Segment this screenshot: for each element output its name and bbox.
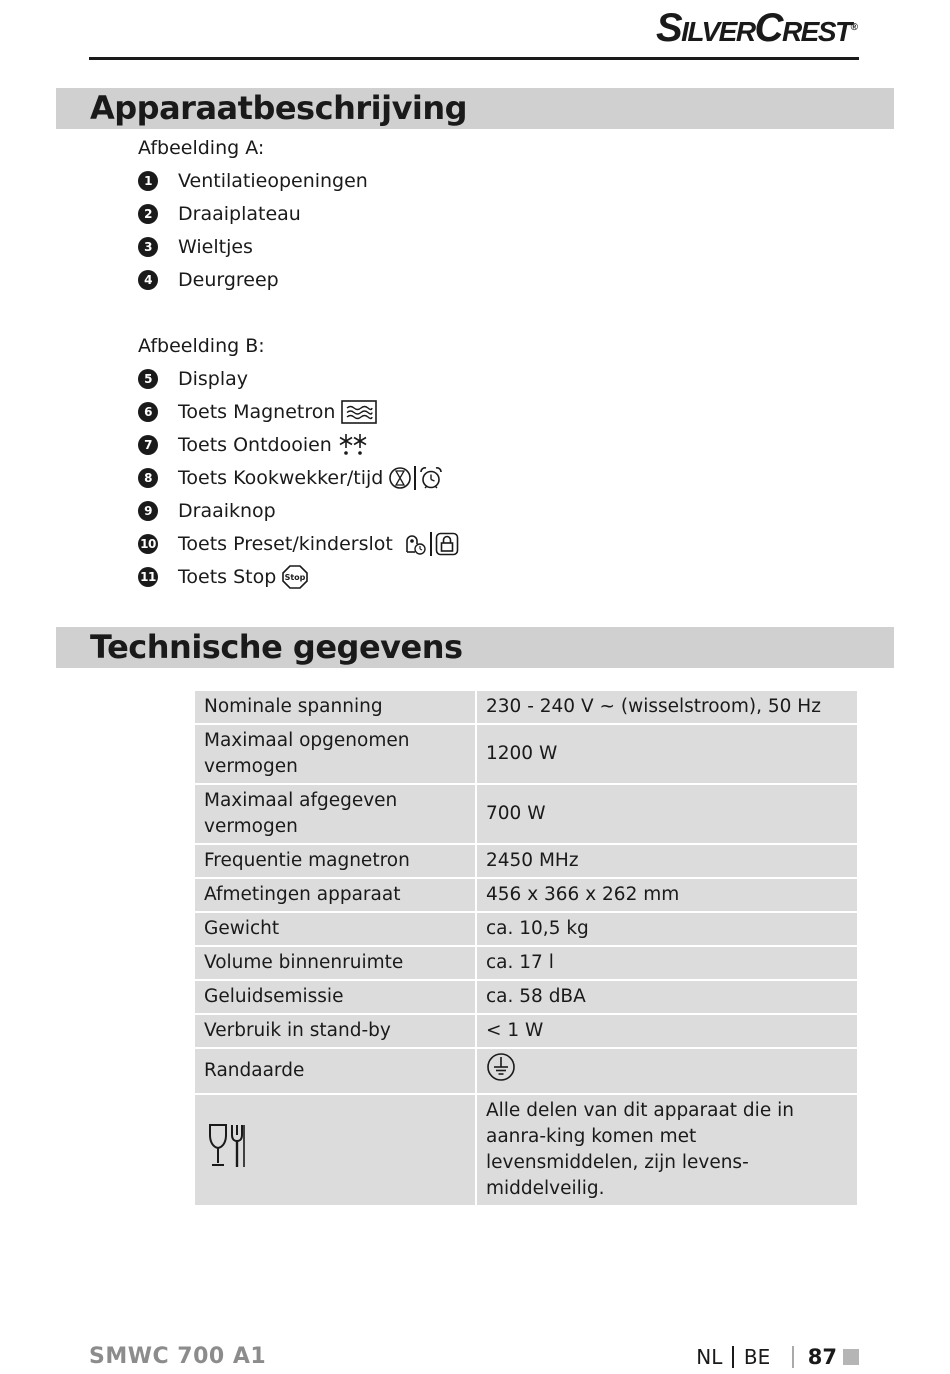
item-number: 9 (138, 501, 158, 521)
item-label: Toets Preset/kinderslot (178, 533, 393, 555)
list-item (138, 168, 368, 194)
item-number: 10 (138, 534, 158, 554)
spec-label (195, 1095, 475, 1205)
list-item (138, 531, 459, 557)
hourglass-icon (389, 466, 411, 490)
item-label: Ventilatieopeningen (178, 170, 368, 192)
page-marker (843, 1349, 859, 1365)
icon-separator (414, 466, 416, 490)
list-item (138, 267, 279, 293)
spec-label: Afmetingen apparaat (195, 879, 475, 911)
figure-a-label: Afbeelding A: (138, 137, 265, 159)
preset-icon (403, 532, 427, 556)
item-number: 4 (138, 270, 158, 290)
table-row (195, 1049, 857, 1093)
item-number: 7 (138, 435, 158, 455)
list-item (138, 234, 253, 260)
spec-label: Geluidsemissie (195, 981, 475, 1013)
list-item (138, 201, 301, 227)
item-label: Toets Ontdooien (178, 434, 332, 456)
alarm-clock-icon (419, 466, 443, 490)
spec-label: Frequentie magnetron (195, 845, 475, 877)
table-row (195, 981, 857, 1013)
spec-label: Maximaal opgenomen vermogen (195, 725, 475, 783)
stop-icon (282, 565, 308, 589)
spec-value: 1200 W (477, 725, 857, 783)
earth-ground-icon (486, 1052, 516, 1090)
spec-value: < 1 W (477, 1015, 857, 1047)
table-row (195, 1095, 857, 1205)
item-label: Display (178, 368, 249, 390)
specs-table (193, 689, 859, 1207)
table-row (195, 913, 857, 945)
brand-name: SilverCrest (655, 6, 851, 50)
item-label: Toets Magnetron (178, 401, 336, 423)
item-label: Draaiknop (178, 500, 276, 522)
spec-value: ca. 17 l (477, 947, 857, 979)
brand-logo (656, 6, 858, 50)
section-title-device: Apparaatbeschrijving (90, 89, 468, 127)
spec-value (477, 1049, 857, 1093)
spec-value: 456 x 366 x 262 mm (477, 879, 857, 911)
registered-mark: ® (850, 22, 858, 33)
section-title-tech: Technische gegevens (90, 628, 463, 666)
spec-label: Randaarde (195, 1049, 475, 1093)
spec-label: Verbruik in stand-by (195, 1015, 475, 1047)
header-rule (89, 57, 859, 60)
item-label: Deurgreep (178, 269, 279, 291)
spec-label: Maximaal afgegeven vermogen (195, 785, 475, 843)
spec-value: 2450 MHz (477, 845, 857, 877)
footer-lang-nl: NL (696, 1345, 723, 1369)
table-row (195, 725, 857, 783)
spec-value: 230 - 240 V ~ (wisselstroom), 50 Hz (477, 691, 857, 723)
table-row (195, 879, 857, 911)
footer-model: SMWC 700 A1 (89, 1344, 267, 1369)
icon-separator (430, 532, 432, 556)
table-row (195, 845, 857, 877)
list-item (138, 498, 276, 524)
table-row (195, 785, 857, 843)
spec-value: ca. 10,5 kg (477, 913, 857, 945)
list-item (138, 399, 377, 425)
spec-value: ca. 58 dBA (477, 981, 857, 1013)
table-row (195, 691, 857, 723)
item-label: Toets Kookwekker/tijd (178, 467, 384, 489)
stop-icon-text: Stop (284, 573, 306, 582)
item-number: 3 (138, 237, 158, 257)
list-item (138, 465, 443, 491)
item-number: 11 (138, 567, 158, 587)
footer-divider (732, 1346, 734, 1368)
spec-label: Gewicht (195, 913, 475, 945)
footer-lang-be: BE (743, 1345, 771, 1369)
spec-label: Volume binnenruimte (195, 947, 475, 979)
item-number: 1 (138, 171, 158, 191)
item-label: Wieltjes (178, 236, 253, 258)
food-safe-glass-fork-icon (204, 1121, 250, 1179)
item-label: Toets Stop (178, 566, 277, 588)
padlock-icon (435, 532, 459, 556)
spec-value: Alle delen van dit apparaat die in aanra-king komen met levensmiddelen, zijn levens-middelveilig. (477, 1095, 857, 1205)
item-number: 2 (138, 204, 158, 224)
footer-right (696, 1343, 859, 1371)
table-row (195, 1015, 857, 1047)
page-number: 87 (807, 1345, 837, 1369)
item-label: Draaiplateau (178, 203, 301, 225)
table-row (195, 947, 857, 979)
microwave-waves-icon (341, 400, 377, 424)
item-number: 6 (138, 402, 158, 422)
list-item (138, 366, 248, 392)
footer-divider (792, 1346, 794, 1368)
spec-label: Nominale spanning (195, 691, 475, 723)
item-number: 8 (138, 468, 158, 488)
list-item (138, 432, 368, 458)
snowflake-icon (338, 433, 368, 457)
figure-b-label: Afbeelding B: (138, 335, 265, 357)
spec-value: 700 W (477, 785, 857, 843)
item-number: 5 (138, 369, 158, 389)
list-item (138, 564, 308, 590)
